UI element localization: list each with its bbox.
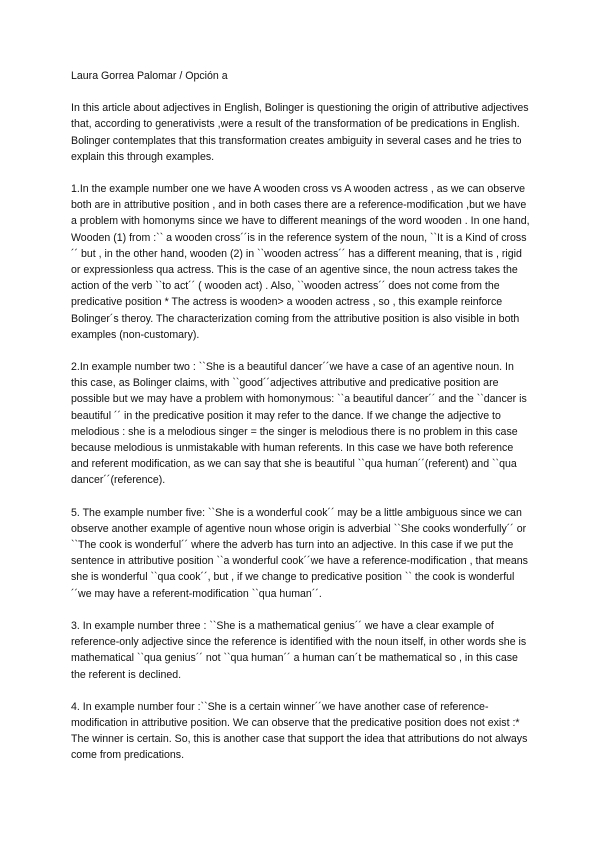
paragraph-example-three: 3. In example number three : ``She is a mathematical genius´´ we have a clear example of reference-only adjective since the reference is identified with the noun itself, in other words she is mathematical ``qua genius´´ not ``qua human´´ a human can´t be mathematical so , in this case the referent is declined. xyxy=(71,619,527,681)
paragraph-example-four: 4. In example number four :``She is a certain winner´´we have another case of reference-modification in attributive position. We can observe that the predicative position does not exist :* The winner is certain. So, this is another case that support the idea that attributions do not always come from predications. xyxy=(71,700,528,762)
paragraph-example-five: 5. The example number five: ``She is a wonderful cook´´ may be a little ambiguous since we can observe another example of agentive noun whose origin is adverbial ``She cooks wonderfully´´ or ``The cook is wonderful´´ where the adverb has turn into an adjective. In this case if we put the sentence in attributive position ``a wonderful cook´´we have a reference-modification , that means she is wonderful ``qua cook´´, but , if we change to predicative position `` the cook is wonderful´´we may have a referent-modification ``qua human´´. xyxy=(71,506,528,600)
author-line: Laura Gorrea Palomar / Opción a xyxy=(71,70,228,82)
document-body xyxy=(71,68,533,780)
paragraph-example-two: 2.In example number two : ``She is a beautiful dancer´´we have a case of an agentive noun. In this case, as Bolinger claims, with ``good´´adjectives attributive and predicative position are possible but we may have a problem with homonymous: ``a beautiful dancer´´ and the ``dancer is beautiful ´´ in the predicative position it may refer to the dance. If we change the adjective to melodious : she is a melodious singer = the singer is melodious there is no problem in this case because melodious is unmistakable with human referents. In this case we have both reference and referent modification, as we can say that she is beautiful ``qua human´´(referent) and ``qua dancer´´(reference). xyxy=(71,361,527,487)
paragraph-example-one: 1.In the example number one we have A wooden cross vs A wooden actress , as we can observe both are in attributive position , and in both cases there are a reference-modification ,but we have a problem with homonyms since we have to different meanings of the word wooden . In one hand, Wooden (1) from :`` a wooden cross´´is in the reference system of the noun, ``It is a Kind of cross´´ but , in the other hand, wooden (2) in ``wooden actress´´ has a different meaning, that is , rigid or expressionless qua actress. This is the case of an agentive since, the noun actress takes the action of the verb ``to act´´ ( wooden act) . Also, ``wooden actress´´ does not come from the predicative position * The actress is wooden> a wooden actress , so , this example reinforce Bolinger´s theroy. The characterization coming from the attributive position is also visible in both examples (non-customary). xyxy=(71,183,530,341)
intro-paragraph: In this article about adjectives in English, Bolinger is questioning the origin of attributive adjectives that, according to generativists ,were a result of the transformation of be predications in English. Bolinger contemplates that this transformation creates ambiguity in several cases and he tries to explain this through examples. xyxy=(71,102,529,163)
